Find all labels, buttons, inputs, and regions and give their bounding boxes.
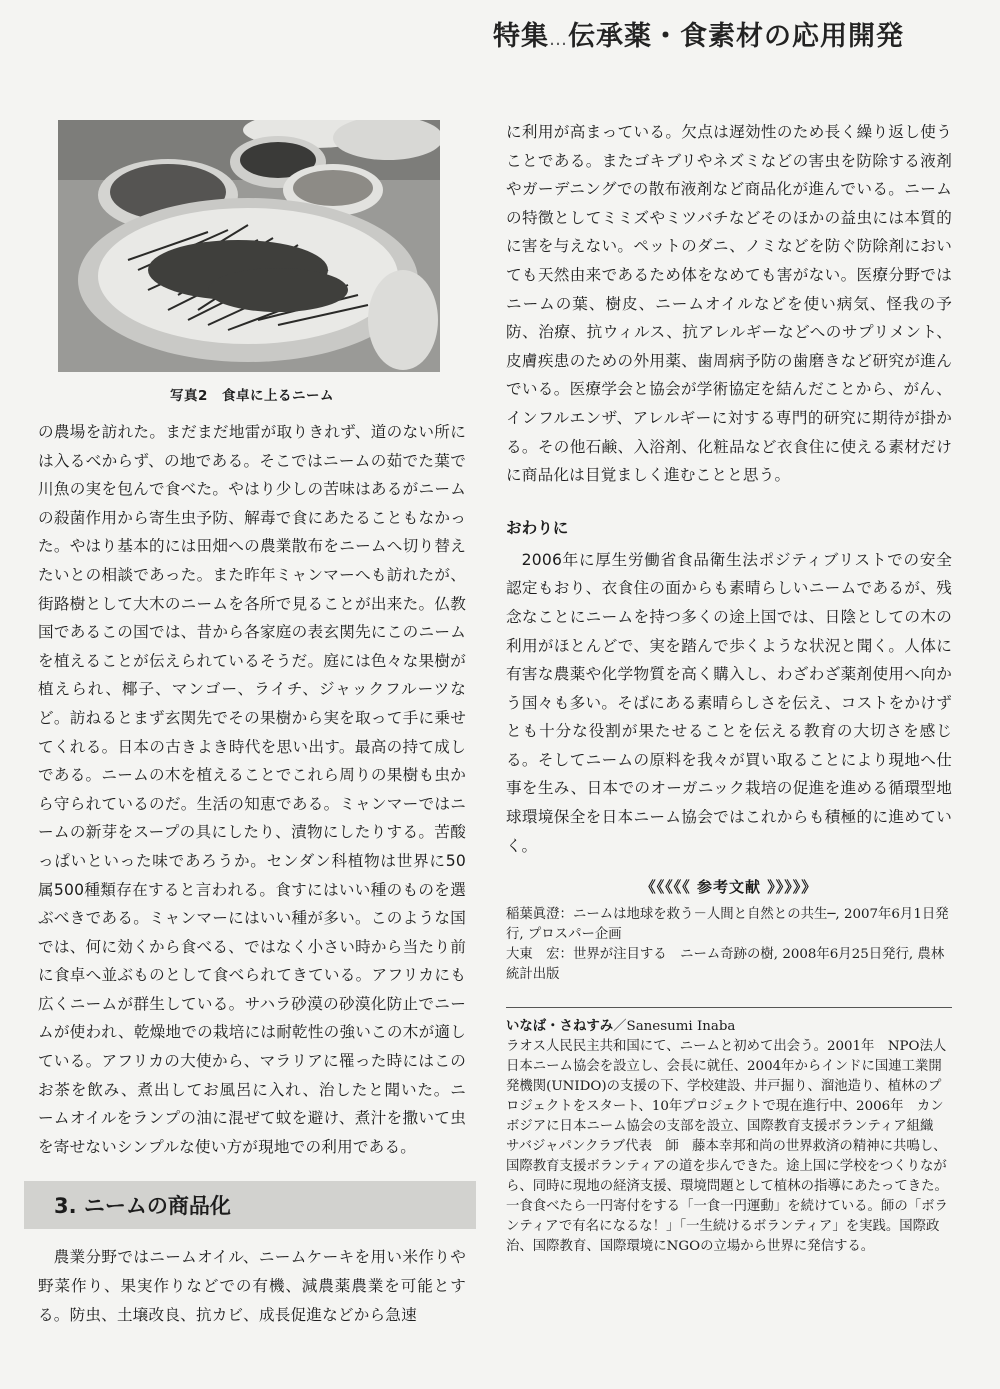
left-column (38, 120, 466, 1329)
left-paragraph-2: 農業分野ではニームオイル、ニームケーキを用い米作りや野菜作り、果実作りなどでの有機、減農薬農業を可能とする。防虫、土壌改良、抗カビ、成長促進などから急速 (38, 1248, 466, 1324)
divider (506, 1007, 952, 1008)
right-column (506, 118, 960, 1257)
author-bio-header (506, 1016, 952, 1037)
author-name-en: ／Sanesumi Inaba (613, 1019, 736, 1035)
reference-1: 稲葉眞澄：ニームは地球を救う－人間と自然との共生─, 2007年6月1日発行, プロスパー企画 (506, 907, 949, 943)
header-prefix: 特集 (493, 21, 549, 52)
photo-caption: 写真2 食卓に上るニーム (170, 388, 334, 404)
author-bio: ラオス人民民主共和国にて、ニームと初めて出会う。2001年 NPO法人 日本ニーム協会を設立し、会長に就任、2004年からインドに国連工業開発機関(UNIDO)の支援の下、学校建設、井戸掘り、溜池造り、植林のプロジェクトをスタート、10年プロジェクトで現在進行中、2006年 カンボジアに日本ニーム協会の支部を設立、国際教育支援ボランティア組織 サバジャパンクラブ代表 師 藤本幸邦和尚の世界救済の精神に共鳴し、国際教育支援ボランティアの道を歩んできた。途上国に学校をつくりながら、同時に現地の経済支援、環境問題として植林の指導にあたってきた。一食食べたら一円寄付をする「一食一円運動」を続けている。師の「ボランティアで有名になるな！」「一生続けるボランティア」を実践。国際政治、国際教育、国際環境にNGOの立場から世界に発信する。 (506, 1039, 960, 1255)
author-name: いなば・さねすみ (506, 1018, 614, 1035)
conclusion-text: 2006年に厚生労働省食品衛生法ポジティブリストでの安全認定もおり、衣食住の面からも素晴らしいニームであるが、残念なことにニームを持つ多くの途上国では、日陰としての木の利用がほとんどで、実を踏んで歩くような状況と聞く。人体に有害な農薬や化学物質を高く購入し、わざわざ薬剤使用へ向かう国々も多い。そばにある素晴らしさを伝え、コストをかけずとも十分な役割が果たせることを伝える教育の大切さを感じる。そしてニームの原料を我々が買い取ることにより現地へ仕事を生み、日本でのオーガニック栽培の促進を進める循環型地球環境保全を日本ニーム協会ではこれからも積極的に進めていく。 (506, 550, 952, 855)
page-header (493, 14, 904, 53)
header-dots: … (549, 29, 568, 50)
section-heading-commercialization: 3. ニームの商品化 (24, 1181, 476, 1229)
left-paragraph-1: の農場を訪れた。まだまだ地雷が取りきれず、道のない所には入るべからず、の地である。そこではニームの茹でた葉で川魚の実を包んで食べた。やはり少しの苦味はあるがニームの殺菌作用から寄生虫予防、解毒で食にあたることもなかった。やはり基本的には田畑への農業散布をニームへ切り替えたいとの相談であった。また昨年ミャンマーへも訪れたが、街路樹として大木のニームを各所で見ることが出来た。仏教国であるこの国では、昔から各家庭の表玄関先にこのニームを植えることが伝えられているそうだ。庭には色々な果樹が植えられ、椰子、マンゴー、ライチ、ジャックフルーツなど。訪ねるとまず玄関先でその果樹から実を取って手に乗せてくれる。日本の古きよき時代を思い出す。最高の持て成しである。ニームの木を植えることでこれら周りの果樹も虫から守られているのだ。生活の知恵である。ミャンマーではニームの新芽をスープの具にしたり、漬物にしたりする。苦酸っぱいといった味であろうか。センダン科植物は世界に50属500種類存在すると言われる。食すにはいい種のものを選ぶべきである。ミャンマーにはいい種が多い。このような国では、何に効くから食べる、ではなく小さい時から当たり前に食卓へ並ぶものとして食べられてきている。アフリカにも広くニームが群生している。サハラ砂漠の砂漠化防止でニームが使われ、乾燥地での栽培には耐乾性の強いこの木が適している。アフリカの大使から、マラリアに罹った時にはこのお茶を飲み、煮出してお風呂に入れ、治したと聞いた。ニームオイルをランプの油に混ぜて蚊を避け、煮汁を撒いて虫を寄せないシンプルな使い方が現地での利用である。 (38, 423, 466, 1156)
right-paragraph-1: に利用が高まっている。欠点は遅効性のため長く繰り返し使うことである。またゴキブリやネズミなどの害虫を防除する液剤やガーデニングでの散布液剤など商品化が進んでいる。ニームの特徴としてミミズやミツバチなどそのほかの益虫には本質的に害を与えない。ペットのダニ、ノミなどを防ぐ防除剤においても天然由来であるため体をなめても害がない。医療分野ではニームの葉、樹皮、ニームオイルなどを使い病気、怪我の予防、治療、抗ウィルス、抗アレルギーなどへのサプリメント、皮膚疾患のための外用薬、歯周病予防の歯磨きなど研究が進んでいる。医療学会と協会が学術協定を結んだことから、がん、インフルエンザ、アレルギーに対する専門的研究に期待が掛かる。その他石鹸、入浴剤、化粧品など衣食住に使える素材だけに商品化は目覚ましく進むことと思う。 (506, 123, 952, 485)
references-heading: 《《《《《 参考文献 》》》》》 (640, 878, 818, 897)
header-title: 伝承薬・食素材の応用開発 (568, 21, 904, 52)
photo-illustration (58, 120, 440, 372)
reference-2: 大東 宏：世界が注目する ニーム奇跡の樹, 2008年6月25日発行, 農林統計出版 (506, 947, 945, 983)
conclusion-heading: おわりに (506, 518, 569, 537)
photo-neem-dish (58, 120, 440, 372)
